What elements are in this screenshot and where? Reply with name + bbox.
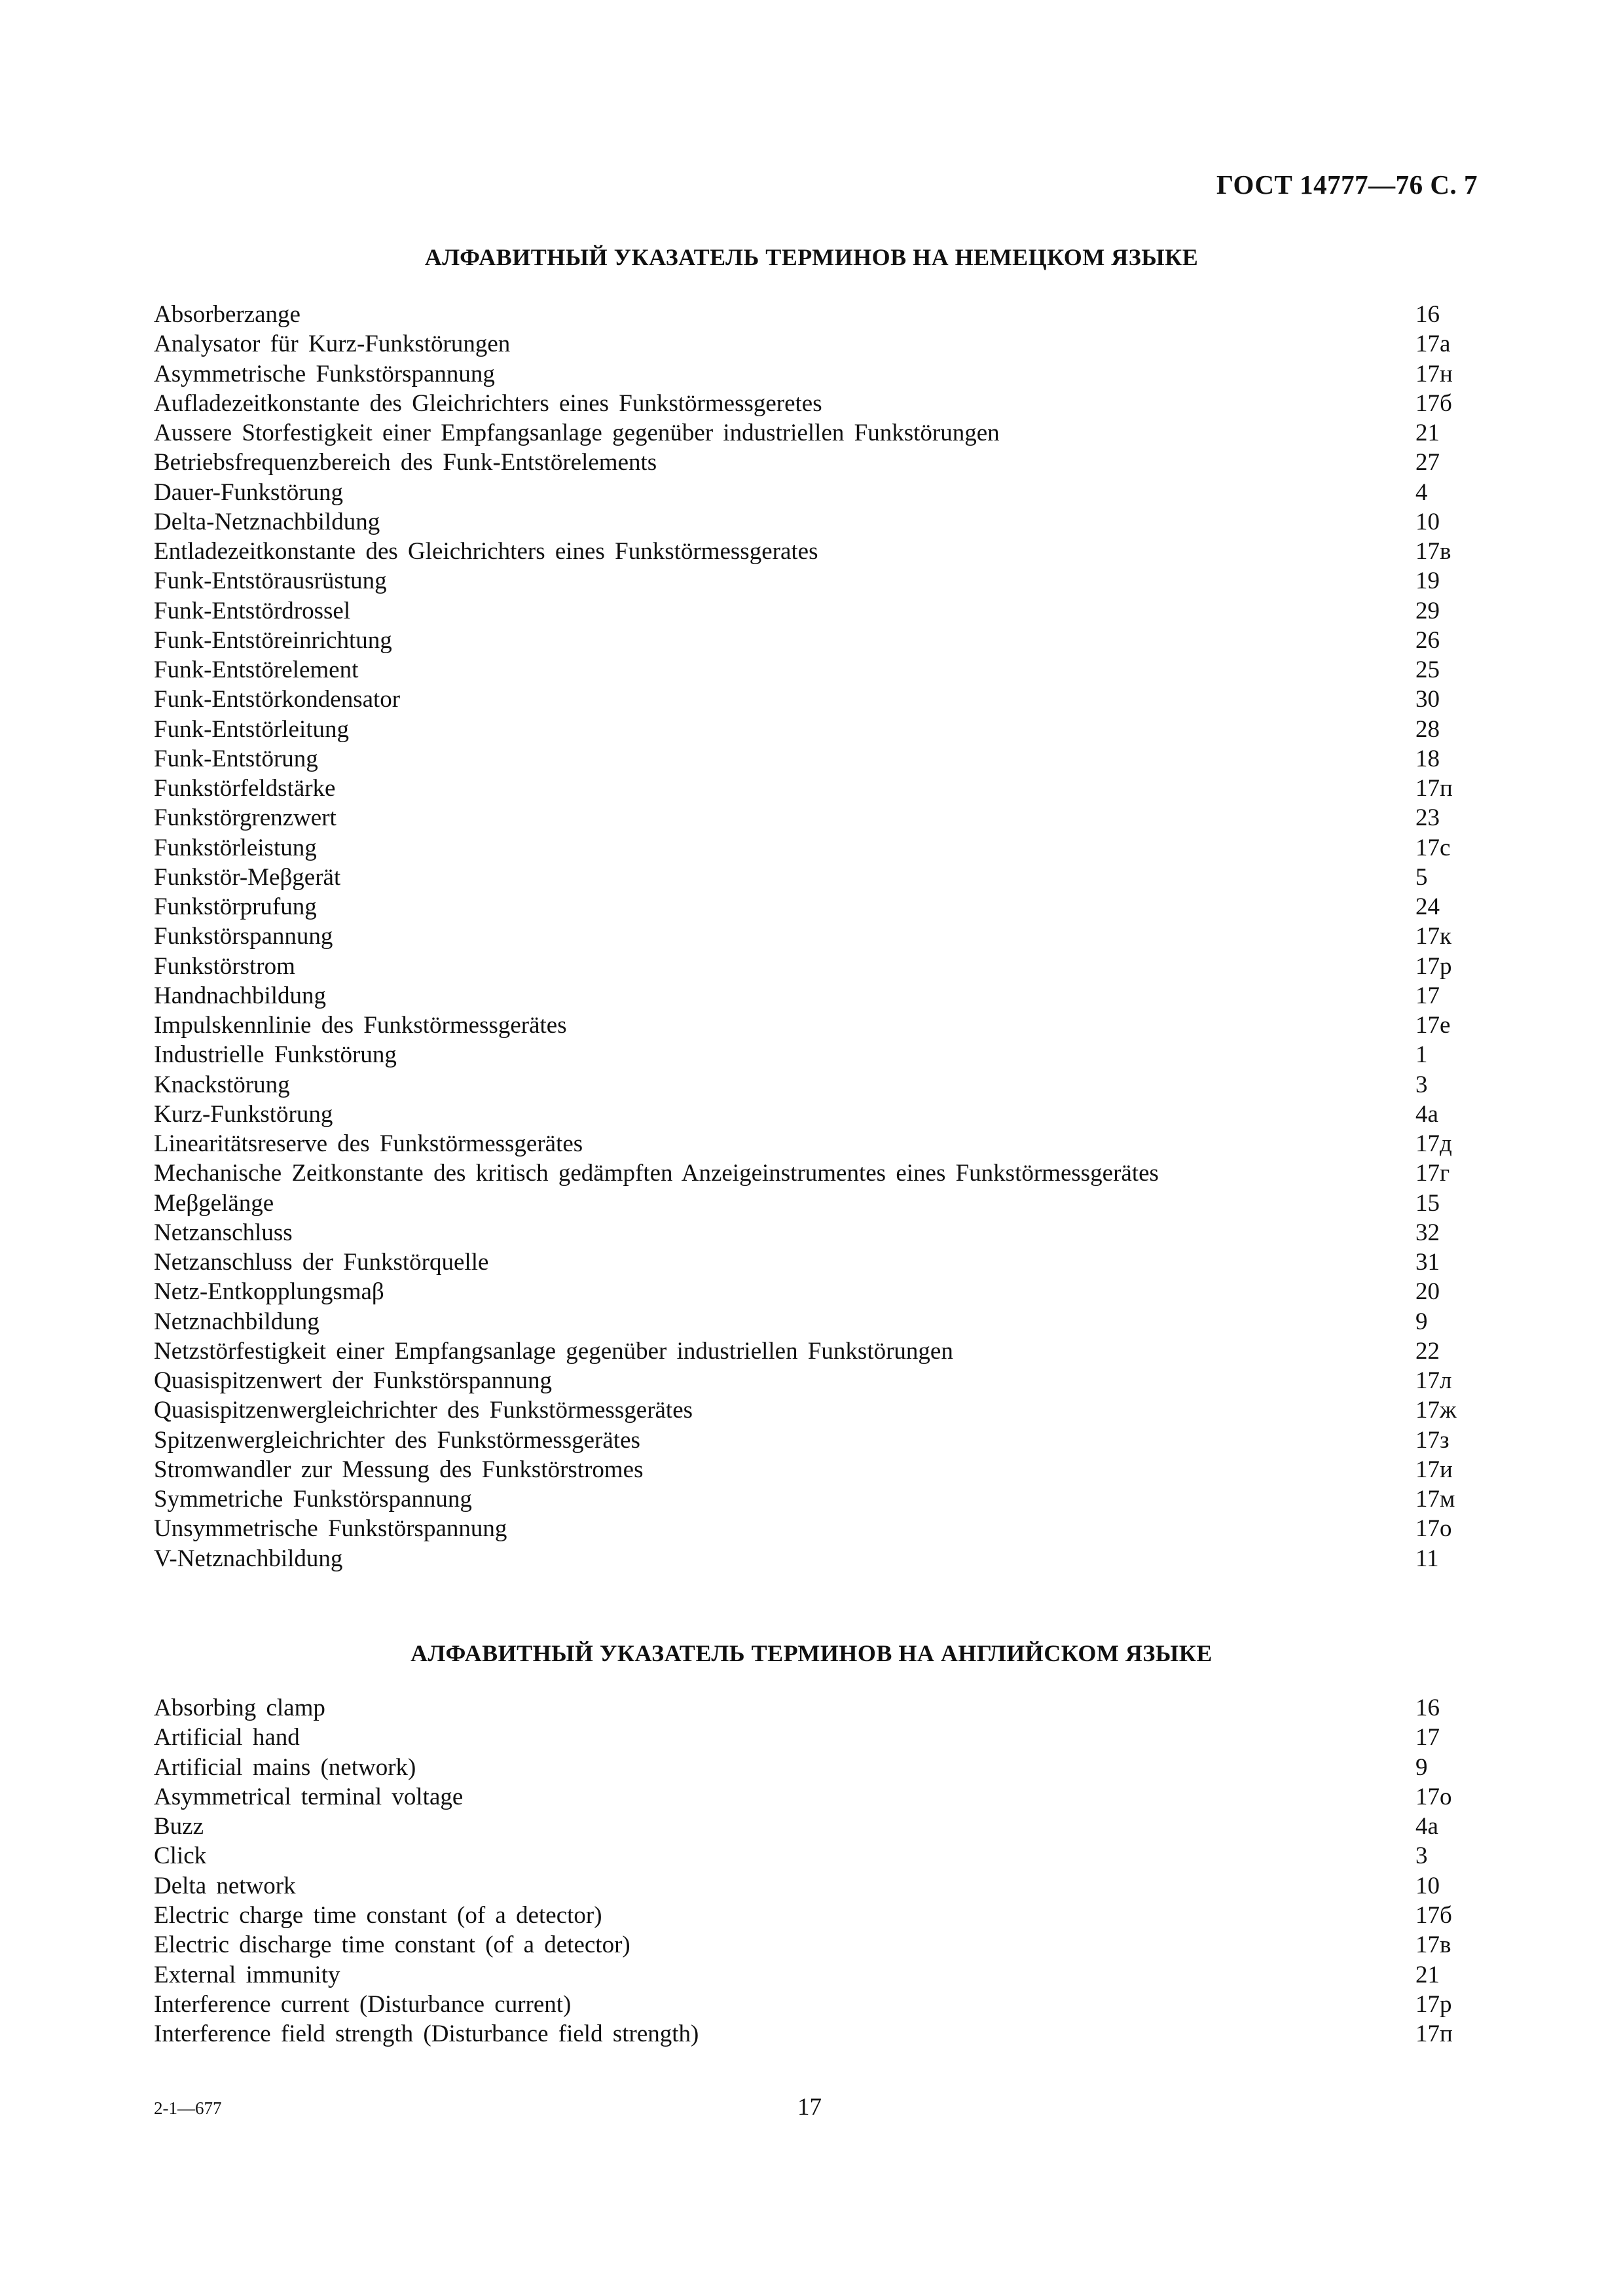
index-entry — [154, 1395, 1463, 1425]
index-reference-number: 17д — [1415, 1130, 1452, 1157]
index-entry — [154, 774, 1463, 803]
index-entry — [154, 1070, 1463, 1100]
index-reference-number: 17р — [1415, 1990, 1452, 2018]
index-term: Buzz — [154, 1813, 204, 1840]
index-entry — [154, 1960, 1463, 1990]
index-reference-number: 4 — [1415, 478, 1428, 506]
index-term: Dauer-Funkstörung — [154, 478, 344, 506]
index-entry — [154, 329, 1463, 359]
index-entry — [154, 1514, 1463, 1543]
index-entry — [154, 1812, 1463, 1841]
index-reference-number: 4а — [1415, 1813, 1438, 1840]
index-reference-number: 17о — [1415, 1515, 1452, 1543]
index-entry — [154, 1040, 1463, 1069]
index-reference-number: 10 — [1415, 508, 1440, 535]
index-entry — [154, 1693, 1463, 1723]
index-term: Aufladezeitkonstante des Gleichrichters eines Funkstörmessgeretes — [154, 389, 822, 417]
index-term: Entladezeitkonstante des Gleichrichters eines Funkstörmessgerates — [154, 538, 818, 565]
index-reference-number: 25 — [1415, 656, 1440, 683]
index-term: Netzanschluss der Funkstörquelle — [154, 1249, 489, 1276]
index-term: Funk-Entstörkondensator — [154, 686, 401, 713]
index-term: Artificial mains (network) — [154, 1753, 416, 1781]
index-reference-number: 17з — [1415, 1426, 1450, 1454]
english-index-list — [154, 1693, 1463, 2049]
index-reference-number: 17б — [1415, 1902, 1452, 1929]
index-term: Unsymmetrische Funkstörspannung — [154, 1515, 507, 1543]
index-reference-number: 11 — [1415, 1545, 1439, 1572]
index-term: Delta network — [154, 1872, 296, 1899]
index-reference-number: 17а — [1415, 331, 1451, 358]
index-reference-number: 17п — [1415, 2020, 1453, 2048]
index-entry — [154, 892, 1463, 922]
index-term: Symmetriche Funkstörspannung — [154, 1486, 472, 1513]
index-entry — [154, 1753, 1463, 1782]
index-entry — [154, 626, 1463, 655]
index-term: Asymmetrische Funkstörspannung — [154, 360, 495, 387]
index-term: Electric discharge time constant (of a detector) — [154, 1931, 630, 1959]
index-reference-number: 3 — [1415, 1842, 1428, 1870]
index-reference-number: 16 — [1415, 1695, 1440, 1721]
index-reference-number: 21 — [1415, 420, 1440, 446]
index-term: Knackstörung — [154, 1071, 290, 1098]
index-reference-number: 17п — [1415, 775, 1453, 802]
index-entry — [154, 1723, 1463, 1752]
index-entry — [154, 1484, 1463, 1514]
index-term: Asymmetrical terminal voltage — [154, 1783, 464, 1810]
index-term: V-Netznachbildung — [154, 1545, 343, 1572]
index-reference-number: 17м — [1415, 1486, 1455, 1513]
index-term: Netznachbildung — [154, 1308, 319, 1335]
index-term: Funk-Entstörelement — [154, 656, 359, 683]
index-reference-number: 17н — [1415, 360, 1453, 387]
index-term: Electric charge time constant (of a detector) — [154, 1902, 602, 1929]
index-entry — [154, 300, 1463, 329]
index-entry — [154, 981, 1463, 1011]
index-term: Funkstörprufung — [154, 893, 317, 920]
index-entry — [154, 685, 1463, 714]
index-entry — [154, 1782, 1463, 1812]
index-term: Netzstörfestigkeit einer Empfangsanlage gegenüber industriellen Funkstörungen — [154, 1337, 953, 1365]
index-reference-number: 17в — [1415, 538, 1451, 565]
index-entry — [154, 566, 1463, 596]
index-reference-number: 23 — [1415, 804, 1440, 832]
index-reference-number: 17б — [1415, 389, 1452, 417]
index-entry — [154, 389, 1463, 418]
index-entry — [154, 715, 1463, 744]
index-term: Betriebsfrequenzbereich des Funk-Entstörelements — [154, 449, 657, 476]
index-reference-number: 17л — [1415, 1367, 1452, 1394]
index-entry — [154, 1247, 1463, 1277]
index-entry — [154, 1189, 1463, 1218]
index-entry — [154, 1129, 1463, 1158]
index-entry — [154, 537, 1463, 566]
index-reference-number: 22 — [1415, 1337, 1440, 1365]
index-term: Absorberzange — [154, 301, 301, 328]
index-reference-number: 17в — [1415, 1931, 1451, 1959]
index-reference-number: 17е — [1415, 1012, 1451, 1039]
index-term: Interference current (Disturbance current) — [154, 1990, 572, 2018]
index-reference-number: 17к — [1415, 923, 1451, 950]
index-entry — [154, 922, 1463, 951]
index-term: Funkstörleistung — [154, 834, 317, 861]
index-entry — [154, 507, 1463, 537]
index-reference-number: 30 — [1415, 686, 1440, 713]
index-term: Interference field strength (Disturbance field strength) — [154, 2020, 699, 2048]
index-term: Funk-Entstörleitung — [154, 715, 350, 743]
index-entry — [154, 1455, 1463, 1484]
index-reference-number: 17с — [1415, 834, 1451, 861]
index-term: Funkstörfeldstärke — [154, 775, 336, 802]
index-reference-number: 24 — [1415, 893, 1440, 920]
index-reference-number: 17р — [1415, 952, 1452, 980]
index-entry — [154, 1901, 1463, 1930]
index-reference-number: 16 — [1415, 301, 1440, 328]
index-reference-number: 1 — [1415, 1041, 1428, 1069]
index-entry — [154, 1841, 1463, 1871]
index-reference-number: 27 — [1415, 449, 1440, 476]
index-term: Click — [154, 1842, 207, 1870]
index-entry — [154, 1426, 1463, 1455]
index-term: Analysator für Kurz-Funkstörungen — [154, 331, 511, 358]
index-term: Stromwandler zur Messung des Funkstörstromes — [154, 1456, 644, 1483]
german-index-title: АЛФАВИТНЫЙ УКАЗАТЕЛЬ ТЕРМИНОВ НА НЕМЕЦКОМ ЯЗЫКЕ — [424, 244, 1199, 270]
index-term: Industrielle Funkstörung — [154, 1041, 397, 1069]
index-reference-number: 17г — [1415, 1160, 1450, 1187]
index-reference-number: 19 — [1415, 567, 1440, 595]
standard-reference-header: ГОСТ 14777—76 С. 7 — [1216, 170, 1478, 200]
index-entry — [154, 863, 1463, 892]
index-entry — [154, 952, 1463, 981]
index-reference-number: 17ж — [1415, 1397, 1457, 1424]
index-entry — [154, 418, 1463, 448]
index-reference-number: 21 — [1415, 1961, 1440, 1988]
index-term: Funkstörgrenzwert — [154, 804, 337, 832]
index-term: Quasispitzenwergleichrichter des Funkstörmessgerätes — [154, 1397, 693, 1424]
index-reference-number: 4а — [1415, 1100, 1438, 1128]
index-entry — [154, 1158, 1463, 1188]
index-reference-number: 17 — [1415, 982, 1440, 1009]
index-reference-number: 17 — [1415, 1724, 1440, 1751]
index-entry — [154, 1100, 1463, 1129]
index-term: External immunity — [154, 1961, 340, 1988]
index-entry — [154, 448, 1463, 477]
index-reference-number: 26 — [1415, 626, 1440, 654]
index-entry — [154, 833, 1463, 863]
index-entry — [154, 596, 1463, 626]
index-term: Delta-Netznachbildung — [154, 508, 380, 535]
index-entry — [154, 1871, 1463, 1901]
index-term: Meβgelänge — [154, 1189, 274, 1217]
index-reference-number: 20 — [1415, 1278, 1440, 1306]
index-term: Quasispitzenwert der Funkstörspannung — [154, 1367, 553, 1394]
index-entry — [154, 1336, 1463, 1366]
index-term: Spitzenwergleichrichter des Funkstörmessgerätes — [154, 1426, 640, 1454]
index-reference-number: 9 — [1415, 1753, 1428, 1781]
index-entry — [154, 478, 1463, 507]
index-term: Kurz-Funkstörung — [154, 1100, 333, 1128]
index-term: Funkstörstrom — [154, 952, 295, 980]
index-entry — [154, 1011, 1463, 1040]
index-term: Funkstör-Meβgerät — [154, 863, 341, 891]
german-index-list — [154, 300, 1463, 1573]
index-reference-number: 32 — [1415, 1219, 1440, 1246]
index-term: Linearitätsreserve des Funkstörmessgerätes — [154, 1130, 583, 1157]
page-number: 17 — [797, 2094, 822, 2121]
index-term: Impulskennlinie des Funkstörmessgerätes — [154, 1012, 567, 1039]
index-entry — [154, 803, 1463, 833]
index-term: Mechanische Zeitkonstante des kritisch gedämpften Anzeigeinstrumentes eines Funkstörmessgerätes — [154, 1160, 1159, 1187]
index-entry — [154, 1930, 1463, 1960]
index-reference-number: 10 — [1415, 1872, 1440, 1899]
index-entry — [154, 744, 1463, 774]
index-term: Funk-Entstöreinrichtung — [154, 626, 392, 654]
index-term: Netz-Entkopplungsmaβ — [154, 1278, 384, 1306]
footer-code: 2-1—677 — [154, 2098, 222, 2118]
index-term: Funkstörspannung — [154, 923, 333, 950]
index-reference-number: 17и — [1415, 1456, 1453, 1483]
index-entry — [154, 1277, 1463, 1306]
index-entry — [154, 1990, 1463, 2019]
index-entry — [154, 1307, 1463, 1336]
index-reference-number: 18 — [1415, 745, 1440, 772]
index-entry — [154, 359, 1463, 389]
index-term: Absorbing clamp — [154, 1695, 325, 1721]
index-term: Aussere Storfestigkeit einer Empfangsanlage gegenüber industriellen Funkstörungen — [154, 420, 1000, 446]
index-entry — [154, 2019, 1463, 2049]
index-reference-number: 17о — [1415, 1783, 1452, 1810]
index-reference-number: 9 — [1415, 1308, 1428, 1335]
index-term: Funk-Entstörausrüstung — [154, 567, 387, 595]
index-reference-number: 28 — [1415, 715, 1440, 743]
index-term: Funk-Entstörung — [154, 745, 318, 772]
index-entry — [154, 1218, 1463, 1247]
index-term: Netzanschluss — [154, 1219, 293, 1246]
index-reference-number: 29 — [1415, 597, 1440, 624]
index-term: Funk-Entstördrossel — [154, 597, 351, 624]
index-entry — [154, 1366, 1463, 1395]
index-reference-number: 3 — [1415, 1071, 1428, 1098]
index-term: Artificial hand — [154, 1724, 300, 1751]
index-reference-number: 15 — [1415, 1189, 1440, 1217]
index-entry — [154, 655, 1463, 685]
index-reference-number: 31 — [1415, 1249, 1440, 1276]
index-term: Handnachbildung — [154, 982, 327, 1009]
index-entry — [154, 1544, 1463, 1573]
english-index-title: АЛФАВИТНЫЙ УКАЗАТЕЛЬ ТЕРМИНОВ НА АНГЛИЙСКОМ ЯЗЫКЕ — [410, 1640, 1213, 1666]
index-reference-number: 5 — [1415, 863, 1428, 891]
